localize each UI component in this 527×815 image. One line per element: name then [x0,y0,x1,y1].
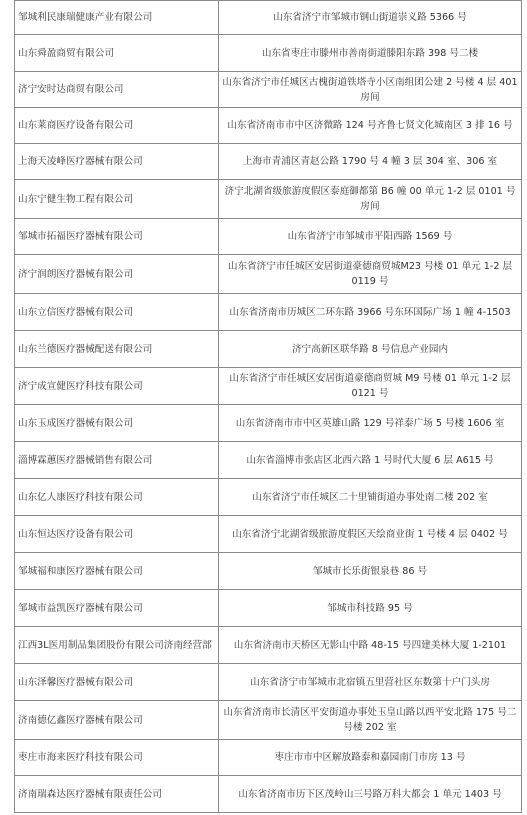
company-address-cell: 济宁北湖省级旅游度假区泰庭御都第 B6 幢 00 单元 1-2 层 0101 号房间 [219,180,522,219]
company-address-cell: 山东省淄博市张店区北西六路 1 号时代大厦 6 层 A615 号 [219,442,522,479]
company-name-cell: 山东莱商医疗设备有限公司 [15,108,219,144]
table-row [15,35,522,72]
company-name-cell: 邹城福和康医疗器械有限公司 [15,553,219,590]
company-address-cell: 山东省济宁市任城区安居街道豪德商贸城 M9 号楼 01 单元 1-2 层 0121 号 [219,368,522,405]
table-row [15,553,522,590]
company-name-cell: 济南瑞森达医疗器械有限责任公司 [15,776,219,813]
company-address-cell: 山东省济南市市中区英雄山路 129 号祥泰广场 5 号楼 1606 室 [219,405,522,442]
company-name-cell: 枣庄市海来医疗科技有限公司 [15,740,219,776]
table-row [15,1,522,35]
company-address-cell: 山东省济南市历下区茂岭山三号路万科大都会 1 单元 1403 号 [219,776,522,813]
company-address-cell: 山东省济宁市任城区安居街道豪德商贸城M23 号楼 01 单元 1-2 层 0119 号 [219,255,522,294]
table-row [15,479,522,516]
table-row [15,108,522,144]
table-row [15,294,522,331]
table-row [15,219,522,255]
table-row [15,405,522,442]
company-address-cell: 上海市青浦区青赵公路 1790 号 4 幢 3 层 304 室、306 室 [219,144,522,180]
company-name-cell: 山东舜盈商贸有限公司 [15,35,219,72]
table-row [15,144,522,180]
company-name-cell: 江西3L医用制品集团股份有限公司济南经营部 [15,627,219,664]
company-name-cell: 山东泽馨医疗器械有限公司 [15,664,219,701]
company-address-cell: 山东省济南市天桥区无影山中路 48-15 号四建美林大厦 1-2101 [219,627,522,664]
company-address-cell: 山东省济宁市任城区古槐街道铁塔寺小区南组团公建 2 号楼 4 层 401 房间 [219,72,522,108]
company-name-cell: 济宁安时达商贸有限公司 [15,72,219,108]
company-name-cell: 淄博霖蕙医疗器械销售有限公司 [15,442,219,479]
company-name-cell: 济南德亿鑫医疗器械有限公司 [15,701,219,740]
table-row [15,776,522,813]
company-name-cell: 山东玉成医疗器械有限公司 [15,405,219,442]
company-name-cell: 山东宁健生物工程有限公司 [15,180,219,219]
table-row [15,180,522,219]
company-name-cell: 邹城市益凯医疗器械有限公司 [15,590,219,627]
company-address-cell: 山东省济宁北湖省级旅游度假区天绘商业街 1 号楼 4 层 0402 号 [219,516,522,553]
company-name-cell: 山东亿人康医疗科技有限公司 [15,479,219,516]
company-address-cell: 山东省济南市历城区二环东路 3966 号东环国际广场 1 幢 4-1503 [219,294,522,331]
company-name-cell: 山东恒达医疗设备有限公司 [15,516,219,553]
company-address-cell: 山东省济宁市邹城市钢山街道崇义路 5366 号 [219,1,522,35]
company-address-cell: 山东省济宁市邹城市北宿镇五里营社区东数第十户门头房 [219,664,522,701]
table-row [15,590,522,627]
table-row [15,72,522,108]
company-address-cell: 邹城市长乐街银泉巷 86 号 [219,553,522,590]
table-row [15,331,522,368]
company-address-cell: 济宁高新区联华路 8 号信息产业园内 [219,331,522,368]
company-address-cell: 邹城市科技路 95 号 [219,590,522,627]
company-name-cell: 山东立信医疗器械有限公司 [15,294,219,331]
company-name-cell: 山东兰德医疗器械配送有限公司 [15,331,219,368]
company-name-cell: 上海天凌峰医疗器械有限公司 [15,144,219,180]
table-row [15,516,522,553]
table-row [15,627,522,664]
table-row [15,442,522,479]
company-name-cell: 邹城市拓福医疗器械有限公司 [15,219,219,255]
table-row [15,740,522,776]
company-address-cell: 山东省枣庄市滕州市善南街道滕阳东路 398 号二楼 [219,35,522,72]
company-name-cell: 邹城利民康瑞健康产业有限公司 [15,1,219,35]
table-row [15,255,522,294]
table-row [15,664,522,701]
company-address-cell: 山东省济宁市任城区二十里铺街道办事处南二楼 202 室 [219,479,522,516]
company-name-cell: 济宁润朗医疗器械有限公司 [15,255,219,294]
company-address-cell: 枣庄市市中区解放路泰和嘉园南门市房 13 号 [219,740,522,776]
table-row [15,701,522,740]
table-row [15,368,522,405]
company-address-cell: 山东省济南市市中区济微路 124 号齐鲁七贤文化城南区 3 排 16 号 [219,108,522,144]
company-address-table [14,0,522,813]
company-address-cell: 山东省济宁市邹城市平阳西路 1569 号 [219,219,522,255]
company-address-cell: 山东省济南市长清区平安街道办事处玉皇山路以西平安北路 175 号二号楼 202 室 [219,701,522,740]
company-name-cell: 济宁成宣健医疗科技有限公司 [15,368,219,405]
